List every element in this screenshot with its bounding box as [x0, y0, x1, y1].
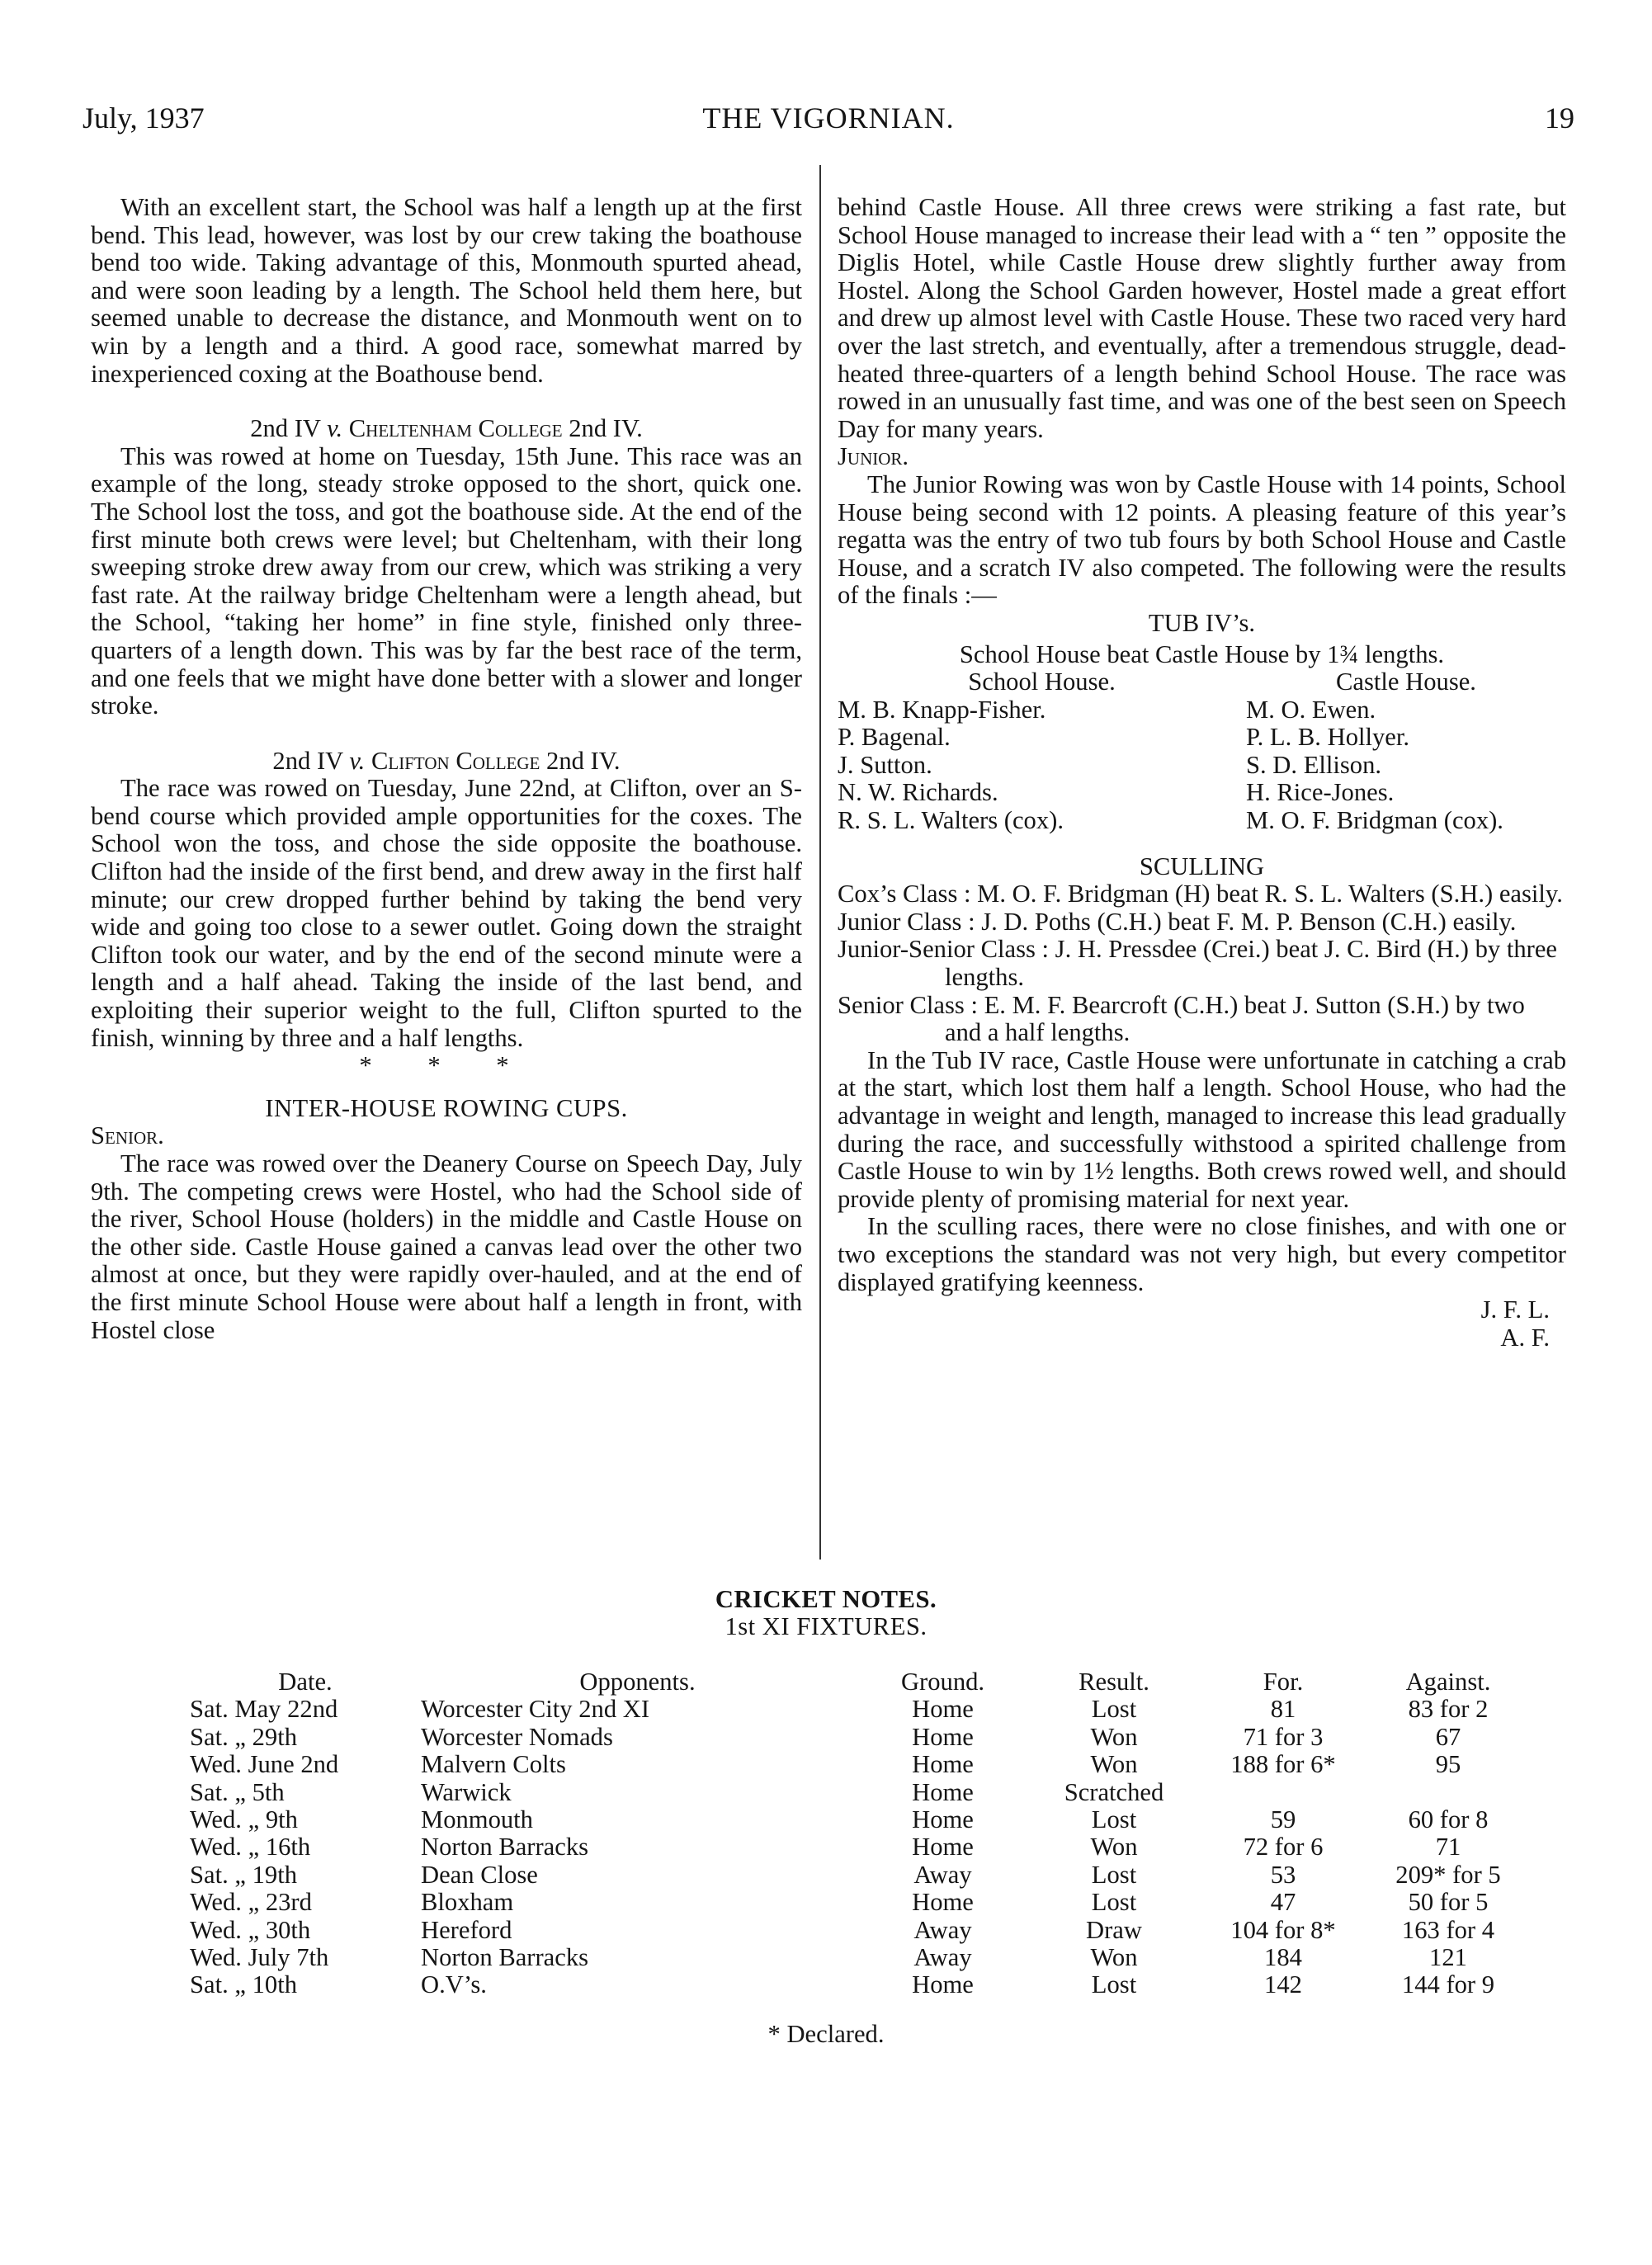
- fixture-date: Wed. „ 23rd: [190, 1888, 312, 1917]
- fixture-result: Scratched: [1064, 1777, 1164, 1806]
- cheltenham-race-paragraph: This was rowed at home on Tuesday, 15th June. This race was an example of the long, steady stroke opposed to the short, quick one. The School lost the toss, and got the boathouse side. At the end of the first minute both crews were level; but Cheltenham, with their long sweeping stroke drew away from our crew, which was striking a very fast rate. At the railway bridge Cheltenham were a length ahead, but the School, “taking her home” in fine style, finished only three-quarters of a length down. This was by far the best race of the term, and one feels that we might have done better with a slower and longer stroke.: [91, 441, 802, 720]
- fixture-date: Sat. „ 19th: [190, 1860, 298, 1889]
- fixture-opponent: Worcester Nomads: [421, 1722, 613, 1751]
- fixture-result: Draw: [1086, 1915, 1142, 1944]
- author-initials: A. F.: [1500, 1323, 1550, 1352]
- fixture-date: Wed. July 7th: [190, 1943, 329, 1972]
- left-column: [91, 194, 802, 1344]
- sculling-result: Senior Class : E. M. F. Bearcroft (C.H.) beat J. Sutton (S.H.) by two and a half lengths.: [838, 990, 1525, 1047]
- cheltenham-heading: 2nd IV v. Cheltenham College 2nd IV.: [250, 414, 643, 443]
- fixture-date: Wed. „ 16th: [190, 1833, 311, 1862]
- fixture-result: Lost: [1091, 1888, 1137, 1917]
- column-header-result: Result.: [1079, 1668, 1149, 1696]
- declared-footnote: * Declared.: [767, 2020, 885, 2048]
- sculling-result: Cox’s Class : M. O. F. Bridgman (H) beat R. S. L. Walters (S.H.) easily.: [838, 880, 1563, 908]
- fixture-ground: Away: [913, 1915, 972, 1944]
- senior-label: Senior.: [91, 1121, 164, 1150]
- clifton-heading: 2nd IV v. Clifton College 2nd IV.: [272, 746, 621, 775]
- fixture-result: Won: [1090, 1943, 1138, 1972]
- fixture-opponent: Bloxham: [421, 1888, 514, 1917]
- fixture-date: Sat. „ 5th: [190, 1777, 285, 1806]
- fixture-opponent: O.V’s.: [421, 1970, 487, 1999]
- fixture-against: 209* for 5: [1395, 1860, 1501, 1889]
- table-row: [190, 1724, 1527, 1751]
- crew-member: N. W. Richards.: [838, 778, 998, 807]
- fixture-date: Wed. „ 30th: [190, 1915, 311, 1944]
- table-row: [190, 1971, 1527, 1998]
- fixture-result: Won: [1090, 1722, 1138, 1751]
- table-row: [190, 1806, 1527, 1833]
- tub-fours-result: School House beat Castle House by 1¾ lengths.: [959, 639, 1445, 668]
- fixture-ground: Away: [913, 1860, 972, 1889]
- fixture-for: 71 for 3: [1243, 1722, 1324, 1751]
- sculling-result: Junior Class : J. D. Poths (C.H.) beat F. M. P. Benson (C.H.) easily.: [838, 907, 1517, 936]
- senior-race-continued: behind Castle House. All three crews were striking a fast rate, but School House managed to increase their lead with a “ ten ” opposite the Diglis Hotel, while Castle House drew slightly further away from Hostel. Along the School Garden however, Hostel made a great effort and drew up almost level with Castle House. These two raced very hard over the last stretch, and eventually, after a tremendous struggle, dead-heated three-quarters of a length behind School House. The race was rowed in an unusually fast time, and was one of the best seen on Speech Day for many years.: [838, 193, 1566, 443]
- fixture-date: Sat. „ 29th: [190, 1722, 298, 1751]
- fixture-date: Wed. June 2nd: [190, 1750, 339, 1779]
- castle-house-heading: Castle House.: [1336, 668, 1476, 696]
- inter-house-rowing-title: INTER-HOUSE ROWING CUPS.: [265, 1093, 628, 1122]
- fixture-against: 83 for 2: [1408, 1695, 1489, 1724]
- cricket-notes-title: CRICKET NOTES.: [715, 1585, 937, 1613]
- fixture-for: 47: [1270, 1888, 1296, 1917]
- fixture-result: Won: [1090, 1750, 1138, 1779]
- fixture-opponent: Hereford: [421, 1915, 512, 1944]
- fixture-ground: Home: [912, 1777, 974, 1806]
- fixtures-table: [190, 1668, 1527, 1999]
- fixture-result: Lost: [1091, 1970, 1137, 1999]
- fixture-for: 184: [1264, 1943, 1302, 1972]
- crew-member: P. Bagenal.: [838, 723, 951, 752]
- fixture-against: 67: [1435, 1722, 1461, 1751]
- fixture-date: Sat. „ 10th: [190, 1970, 298, 1999]
- fixture-ground: Home: [912, 1888, 974, 1917]
- fixture-opponent: Dean Close: [421, 1860, 538, 1889]
- fixtures-body: [190, 1696, 1527, 1998]
- fixture-opponent: Norton Barracks: [421, 1943, 589, 1972]
- fixture-date: Wed. „ 9th: [190, 1805, 298, 1834]
- tub-fours-title: TUB IV’s.: [1148, 608, 1256, 637]
- fixture-ground: Home: [912, 1750, 974, 1779]
- table-row: [190, 1696, 1527, 1723]
- monmouth-race-paragraph: With an excellent start, the School was half a length up at the first bend. This lead, however, was lost by our crew taking the boathouse bend too wide. Taking advantage of this, Monmouth spurted ahead, and were soon leading by a length. The School held them here, but seemed unable to decrease the distance, and Monmouth went on to win by a length and a third. A good race, somewhat marred by inexperienced coxing at the Boathouse bend.: [91, 193, 802, 388]
- fixture-against: 95: [1435, 1750, 1461, 1779]
- section-separator-stars: * * *: [359, 1051, 534, 1080]
- table-header-row: [190, 1668, 1527, 1696]
- page-number: 19: [1545, 101, 1574, 134]
- crew-member: M. B. Knapp-Fisher.: [838, 695, 1046, 724]
- sculling-result: Junior-Senior Class : J. H. Pressdee (Crei.) beat J. C. Bird (H.) by three lengths.: [838, 935, 1558, 992]
- fixture-ground: Home: [912, 1695, 974, 1724]
- junior-rowing-paragraph: The Junior Rowing was won by Castle House with 14 points, School House being second with 12 points. A pleasing feature of this year’s regatta was the entry of two tub fours by both School House and Castle House, and a scratch IV also competed. The following were the results of the finals :—: [838, 470, 1566, 610]
- fixture-for: 72 for 6: [1243, 1833, 1324, 1862]
- fixture-ground: Home: [912, 1970, 974, 1999]
- column-header-date: Date.: [278, 1668, 333, 1696]
- crew-member: H. Rice-Jones.: [1246, 778, 1395, 807]
- column-header-ground: Ground.: [900, 1668, 985, 1696]
- table-row: [190, 1779, 1527, 1806]
- fixture-for: [1197, 1779, 1370, 1806]
- tub-race-paragraph: In the Tub IV race, Castle House were unfortunate in catching a crab at the start, which lost them half a length. School House, who had the advantage in weight and length, managed to increase this lead gradually during the race, and successfully withstood a spirited challenge from Castle House to win by 1½ lengths. Both crews rowed well, and should provide plenty of promising material for next year.: [838, 1045, 1566, 1213]
- crew-member: P. L. B. Hollyer.: [1246, 723, 1410, 752]
- junior-label: Junior.: [838, 442, 909, 471]
- crew-member: S. D. Ellison.: [1246, 750, 1382, 779]
- table-row: [190, 1944, 1527, 1971]
- school-house-heading: School House.: [968, 668, 1116, 696]
- fixture-ground: Home: [912, 1833, 974, 1862]
- fixture-opponent: Worcester City 2nd XI: [421, 1695, 650, 1724]
- sculling-title: SCULLING: [1139, 852, 1265, 880]
- fixture-against: 144 for 9: [1401, 1970, 1495, 1999]
- fixture-for: 104 for 8*: [1230, 1915, 1336, 1944]
- fixture-for: 142: [1264, 1970, 1302, 1999]
- fixture-ground: Home: [912, 1805, 974, 1834]
- fixture-against: 60 for 8: [1408, 1805, 1489, 1834]
- cricket-notes-section: [0, 1585, 1652, 1999]
- table-row: [190, 1889, 1527, 1916]
- fixture-against: 121: [1429, 1943, 1467, 1972]
- fixture-opponent: Monmouth: [421, 1805, 533, 1834]
- tub-crews-list: [838, 668, 1566, 835]
- fixture-result: Lost: [1091, 1805, 1137, 1834]
- fixture-opponent: Warwick: [421, 1777, 512, 1806]
- crew-member: J. Sutton.: [838, 750, 932, 779]
- crew-member: R. S. L. Walters (cox).: [838, 806, 1064, 835]
- column-header-against: Against.: [1405, 1668, 1491, 1696]
- column-header-for: For.: [1263, 1668, 1304, 1696]
- crew-member: M. O. Ewen.: [1246, 695, 1376, 724]
- fixture-against: 163 for 4: [1401, 1915, 1495, 1944]
- fixture-against: 50 for 5: [1408, 1888, 1489, 1917]
- fixture-result: Lost: [1091, 1860, 1137, 1889]
- sculling-races-paragraph: In the sculling races, there were no close finishes, and with one or two exceptions the standard was not very high, but every competitor displayed gratifying keenness.: [838, 1212, 1566, 1296]
- fixture-for: 188 for 6*: [1230, 1750, 1336, 1779]
- column-header-opponents: Opponents.: [579, 1668, 696, 1696]
- fixture-against: 71: [1435, 1833, 1461, 1862]
- fixture-against: [1370, 1779, 1527, 1806]
- author-initials: J. F. L.: [1480, 1295, 1550, 1324]
- fixture-date: Sat. May 22nd: [190, 1695, 338, 1724]
- fixture-for: 59: [1270, 1805, 1296, 1834]
- table-row: [190, 1917, 1527, 1944]
- fixture-result: Lost: [1091, 1695, 1137, 1724]
- fixture-result: Won: [1090, 1833, 1138, 1862]
- table-row: [190, 1751, 1527, 1778]
- fixture-ground: Away: [913, 1943, 972, 1972]
- fixture-opponent: Malvern Colts: [421, 1750, 566, 1779]
- page-header: [83, 97, 1574, 139]
- fixtures-subtitle: 1st XI FIXTURES.: [725, 1612, 927, 1641]
- column-divider: [819, 165, 821, 1560]
- publication-title: THE VIGORNIAN.: [702, 101, 955, 134]
- crew-member: M. O. F. Bridgman (cox).: [1246, 806, 1503, 835]
- right-column: [838, 194, 1566, 1352]
- clifton-race-paragraph: The race was rowed on Tuesday, June 22nd, at Clifton, over an S-bend course which provided ample opportunities for the coxes. The School won the toss, and chose the side opposite the boathouse. Clifton had the inside of the first bend, and drew away in the first half minute; our crew dropped further behind by taking the bend very wide and going too close to a sewer outlet. Going down the straight Clifton took our water, and by the end of the second minute were a length and a half ahead. Taking the inside of the last bend, and exploiting their superior weight to the full, Clifton spurted to the finish, winning by three and a half lengths.: [91, 774, 802, 1052]
- fixture-ground: Home: [912, 1722, 974, 1751]
- fixture-opponent: Norton Barracks: [421, 1833, 589, 1862]
- table-row: [190, 1833, 1527, 1861]
- senior-race-paragraph: The race was rowed over the Deanery Course on Speech Day, July 9th. The competing crews were Hostel, who had the School side of the river, School House (holders) in the middle and Castle House on the other side. Castle House gained a canvas lead over the other two almost at once, but they were rapidly over-hauled, and at the end of the first minute School House were about half a length in front, with Hostel close: [91, 1149, 802, 1344]
- table-row: [190, 1862, 1527, 1889]
- fixture-for: 81: [1270, 1695, 1296, 1724]
- issue-date: July, 1937: [83, 101, 205, 134]
- fixture-for: 53: [1270, 1860, 1296, 1889]
